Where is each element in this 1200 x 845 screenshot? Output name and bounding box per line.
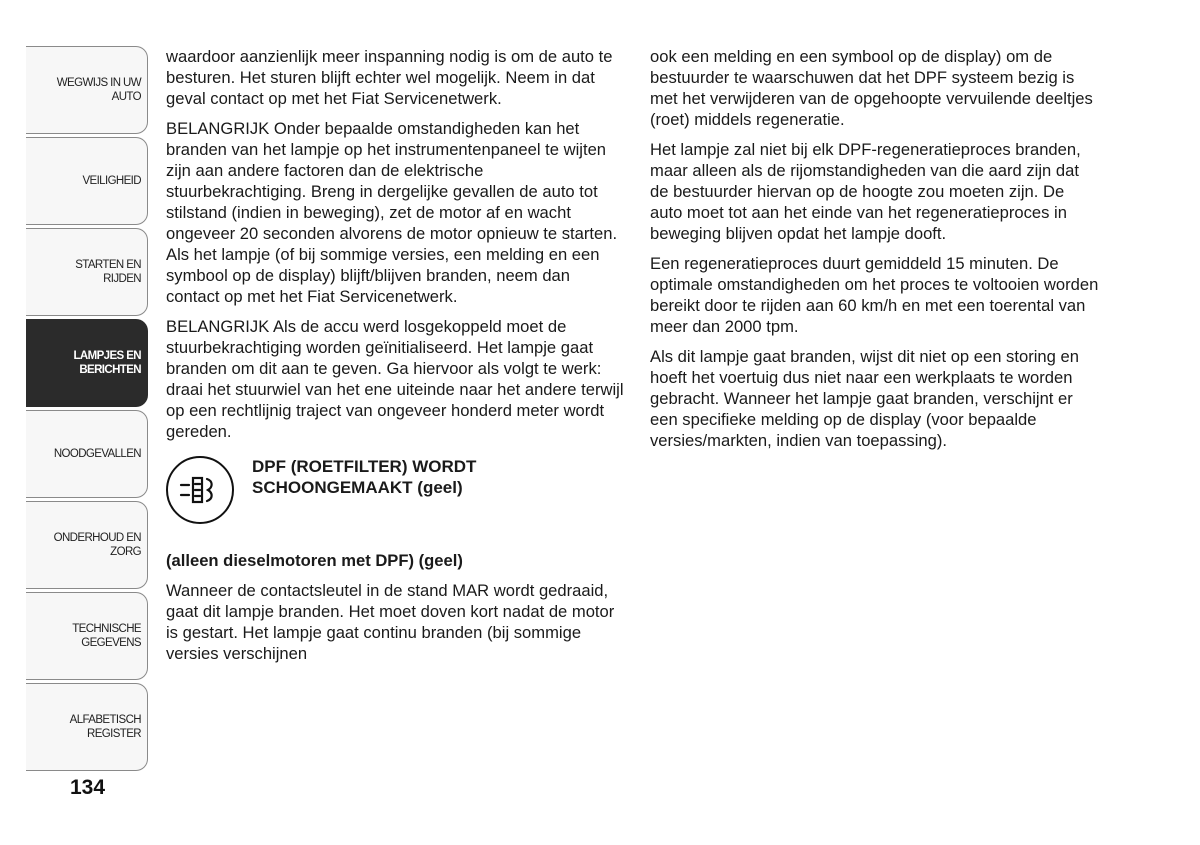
paragraph: BELANGRIJK Als de accu werd losgekoppeld moet de stuurbekrachtiging worden geïnitialiseerd. Het lampje gaat branden om dit aan te geven. Ga hiervoor als volgt te werk: draai het stuurwiel van het ene uiteinde naar het andere terwijl op een rechtlijnig traject van ongeveer honderd meter wordt gereden. (166, 317, 624, 441)
paragraph: Een regeneratieproces duurt gemiddeld 15 minuten. De optimale omstandigheden om het proces te voltooien worden bereikt door te rijden aan 60 km/h en met een toerental van meer dan 2000 tpm. (650, 254, 1099, 336)
tab-starten-en-rijden[interactable] (26, 228, 148, 316)
paragraph: Het lampje zal niet bij elk DPF-regeneratieproces branden, maar alleen als de rijomstandigheden van die aard zijn dat de bestuurder hiervan op de hoogte zou moeten zijn. De auto moet tot aan het einde van het regeneratieproces in beweging blijven opdat het lampje dooft. (650, 140, 1081, 243)
tab-wegwijs-in-uw-auto[interactable] (26, 46, 148, 134)
tab-label: TECHNISCHE GEGEVENS (72, 623, 141, 649)
warning-title-color: (geel) (417, 478, 463, 497)
warning-light-heading (166, 456, 628, 524)
tab-noodgevallen[interactable] (26, 410, 148, 498)
paragraph: Als dit lampje gaat branden, wijst dit niet op een storing en hoeft het voertuig dus niet naar een werkplaats te worden gebracht. Wanneer het lampje gaat branden, verschijnt er een specifieke melding op de display (voor bepaalde versies/markten, indien van toepassing). (650, 347, 1079, 450)
page-number: 134 (70, 776, 106, 799)
tab-label: NOODGEVALLEN (53, 448, 141, 460)
section-tabs (26, 46, 148, 774)
dpf-filter-icon (166, 456, 234, 524)
tab-lampjes-en-berichten[interactable] (26, 319, 148, 407)
warning-title (252, 456, 476, 498)
warning-title-line1: DPF (ROETFILTER) WORDT (252, 457, 477, 476)
tab-onderhoud-en-zorg[interactable] (26, 501, 148, 589)
tab-label: STARTEN EN RIJDEN (75, 259, 141, 285)
paragraph: ook een melding en een symbool op de display) om de bestuurder te waarschuwen dat het DPF systeem bezig is met het verwijderen van de opgehoopte vervuilende deeltjes (roet) middels regeneratie. (650, 47, 1093, 129)
tab-label: LAMPJES EN BERICHTEN (73, 350, 141, 376)
tab-label: ONDERHOUD EN ZORG (53, 532, 141, 558)
tab-technische-gegevens[interactable] (26, 592, 148, 680)
tab-label: ALFABETISCH REGISTER (69, 714, 141, 740)
warning-title-line2: SCHOONGEMAAKT (252, 478, 413, 497)
subheading: (alleen dieselmotoren met DPF) (geel) (166, 551, 463, 570)
tab-veiligheid[interactable] (26, 137, 148, 225)
tab-label: VEILIGHEID (82, 175, 141, 187)
tab-alfabetisch-register[interactable] (26, 683, 148, 771)
paragraph: BELANGRIJK Onder bepaalde omstandigheden kan het branden van het lampje op het instrumentenpaneel te wijten zijn aan andere factoren dan de elektrische stuurbekrachtiging. Breng in dergelijke gevallen de auto tot stilstand (indien in beweging), zet de motor af en wacht ongeveer 20 seconden alvorens de motor opnieuw te starten. Als het lampje (of bij sommige versies, een melding en een symbool op de display) blijft/blijven branden, neem dan contact op met het Fiat Servicenetwerk. (166, 119, 618, 306)
right-column (650, 46, 1100, 460)
tab-label: WEGWIJS IN UW AUTO (56, 77, 141, 103)
paragraph: waardoor aanzienlijk meer inspanning nodig is om de auto te besturen. Het sturen blijft echter wel mogelijk. Neem in dat geval contact op met het Fiat Servicenetwerk. (166, 47, 613, 108)
paragraph: Wanneer de contactsleutel in de stand MAR wordt gedraaid, gaat dit lampje branden. Het moet doven kort nadat de motor is gestart. Het lampje gaat continu branden (bij sommige versies verschijnen (166, 581, 615, 663)
left-column (166, 46, 628, 673)
